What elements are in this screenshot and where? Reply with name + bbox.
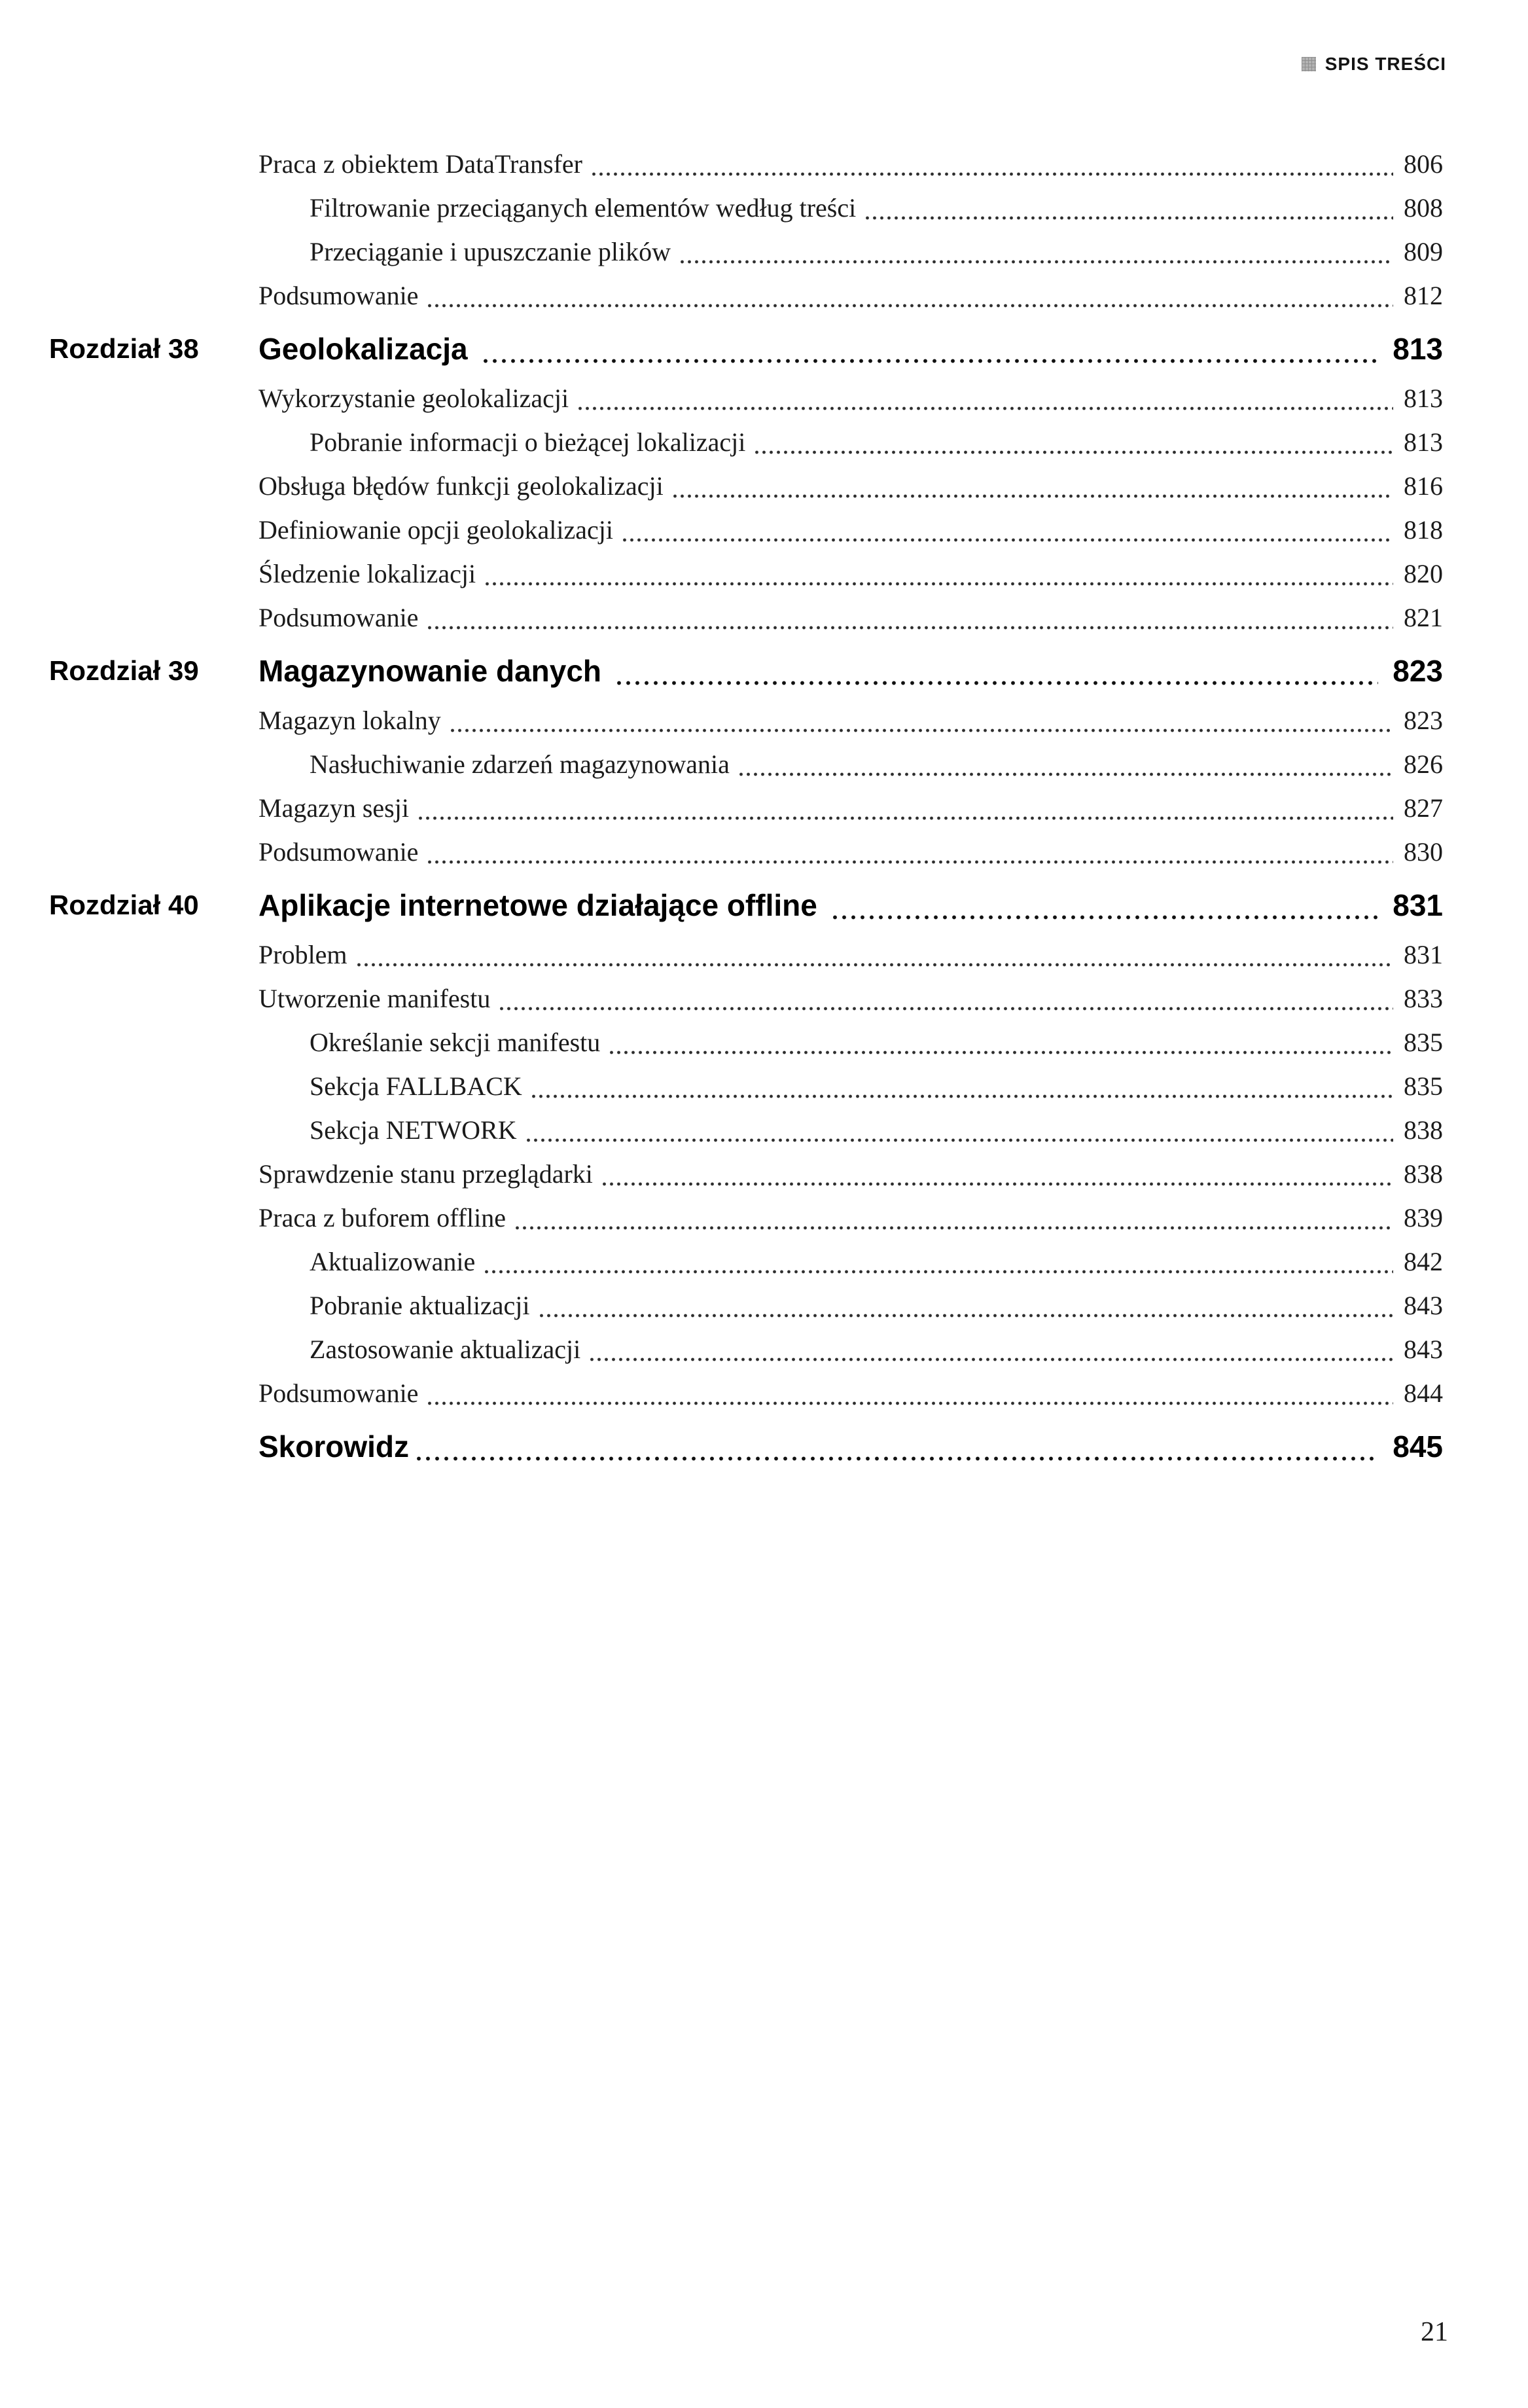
toc-entry [258, 193, 1443, 223]
toc-entry-label: Sprawdzenie stanu przeglądarki [258, 1159, 593, 1189]
toc-entry [258, 603, 1443, 633]
toc-entry [258, 1071, 1443, 1102]
toc-chapter [49, 653, 1443, 689]
dot-leader [483, 1269, 1393, 1274]
toc-entry-label: Podsumowanie [258, 602, 419, 632]
dot-leader [614, 680, 1378, 686]
dot-leader [525, 1138, 1393, 1143]
toc-entry [258, 281, 1443, 311]
toc-entry-label: Praca z buforem offline [258, 1202, 506, 1232]
dot-leader [426, 1401, 1393, 1406]
toc-chapter [49, 332, 1443, 367]
dot-leader [753, 450, 1393, 455]
chapter-title: Magazynowanie danych [258, 653, 602, 688]
chapter-page: 831 [1393, 888, 1443, 922]
toc-entry-page: 838 [1404, 1159, 1443, 1189]
toc-entry [258, 749, 1443, 780]
toc-entry-label: Aktualizowanie [310, 1246, 476, 1276]
dot-leader [538, 1313, 1393, 1318]
toc-entry-page: 818 [1404, 514, 1443, 545]
toc-index-entry [258, 1429, 1443, 1464]
toc-entry-page: 839 [1404, 1202, 1443, 1232]
toc-entry [258, 793, 1443, 823]
chapter-page: 813 [1393, 332, 1443, 366]
toc-entry-page: 843 [1404, 1290, 1443, 1320]
toc-entry-label: Podsumowanie [258, 836, 419, 867]
toc-entry-page: 816 [1404, 471, 1443, 501]
toc-entry [258, 427, 1443, 458]
chapter-title: Aplikacje internetowe działające offline [258, 888, 817, 922]
dot-leader [414, 1456, 1378, 1462]
toc-entry-label: Pobranie aktualizacji [310, 1290, 530, 1320]
toc-entry [258, 559, 1443, 589]
index-title: Skorowidz [258, 1429, 410, 1464]
dot-leader [588, 1357, 1393, 1362]
dot-leader [426, 625, 1393, 630]
toc-entry-page: 821 [1404, 602, 1443, 632]
toc-entry-page: 808 [1404, 193, 1443, 223]
dot-leader [679, 259, 1393, 264]
dot-leader [737, 772, 1393, 777]
toc-entry-page: 843 [1404, 1334, 1443, 1364]
dot-leader [601, 1181, 1393, 1187]
dot-leader [830, 914, 1378, 920]
toc-entry-label: Definiowanie opcji geolokalizacji [258, 514, 614, 545]
toc-entry [258, 149, 1443, 179]
toc-entry-page: 833 [1404, 983, 1443, 1013]
toc-entry-label: Określanie sekcji manifestu [310, 1027, 601, 1057]
dot-leader [426, 859, 1393, 865]
toc-entry-label: Magazyn sesji [258, 793, 409, 823]
toc-entry-label: Magazyn lokalny [258, 705, 441, 735]
toc-entry-label: Zastosowanie aktualizacji [310, 1334, 581, 1364]
toc-entry-page: 831 [1404, 939, 1443, 969]
dot-leader [514, 1225, 1393, 1231]
toc-entry-label: Obsługa błędów funkcji geolokalizacji [258, 471, 664, 501]
dot-leader [864, 215, 1393, 221]
dot-leader [608, 1050, 1393, 1055]
page-number: 21 [1421, 2317, 1448, 2347]
toc-entry-label: Przeciąganie i upuszczanie plików [310, 237, 671, 266]
section-marker-icon [1302, 57, 1316, 71]
page-header [1302, 54, 1446, 75]
toc-entry-page: 844 [1404, 1378, 1443, 1408]
toc-entry [258, 1203, 1443, 1233]
toc-entry-page: 820 [1404, 558, 1443, 588]
running-header-title: SPIS TREŚCI [1324, 54, 1446, 74]
index-page: 845 [1393, 1429, 1443, 1464]
toc-entry [258, 1378, 1443, 1409]
toc-entry-label: Pobranie informacji o bieżącej lokalizacji [310, 427, 746, 457]
dot-leader [484, 581, 1393, 586]
toc-chapter [49, 888, 1443, 923]
toc-entry [258, 1115, 1443, 1145]
dot-leader [577, 406, 1393, 411]
toc-entry [258, 1028, 1443, 1058]
toc-entry-label: Sekcja FALLBACK [310, 1071, 522, 1101]
toc-entry-label: Sekcja NETWORK [310, 1115, 517, 1145]
toc-entry [258, 1159, 1443, 1189]
dot-leader [498, 1006, 1393, 1011]
dot-leader [481, 358, 1379, 364]
toc-entry-label: Podsumowanie [258, 281, 419, 310]
toc-entry [258, 1291, 1443, 1321]
toc-entry-page: 806 [1404, 149, 1443, 179]
chapter-number-label: Rozdział 38 [49, 333, 199, 364]
dot-leader [449, 728, 1393, 733]
toc-entry-page: 823 [1404, 705, 1443, 735]
chapter-title: Geolokalizacja [258, 332, 468, 366]
toc-entry-page: 809 [1404, 237, 1443, 266]
toc-entry-label: Utworzenie manifestu [258, 983, 491, 1013]
toc-entry [258, 384, 1443, 414]
toc-entry-page: 842 [1404, 1246, 1443, 1276]
dot-leader [355, 962, 1393, 967]
toc-entry-page: 813 [1404, 427, 1443, 457]
toc-entry [258, 940, 1443, 970]
toc-entry-label: Filtrowanie przeciąganych elementów według treści [310, 193, 857, 223]
toc-entry-label: Wykorzystanie geolokalizacji [258, 383, 569, 413]
chapter-page: 823 [1393, 653, 1443, 688]
toc-entry [258, 837, 1443, 867]
toc-entry [258, 515, 1443, 545]
toc-entry-label: Podsumowanie [258, 1378, 419, 1408]
toc-entry [258, 237, 1443, 267]
toc-entry [258, 1247, 1443, 1277]
toc-entry-page: 813 [1404, 383, 1443, 413]
dot-leader [426, 303, 1393, 308]
toc-entry [258, 984, 1443, 1014]
toc-entry [258, 471, 1443, 501]
toc-entry-page: 838 [1404, 1115, 1443, 1145]
toc-entry-label: Nasłuchiwanie zdarzeń magazynowania [310, 749, 730, 779]
toc-entry-page: 826 [1404, 749, 1443, 779]
dot-leader [621, 537, 1393, 543]
toc-entry-page: 812 [1404, 281, 1443, 310]
dot-leader [671, 494, 1393, 499]
toc-entry-label: Praca z obiektem DataTransfer [258, 149, 582, 179]
chapter-number-label: Rozdział 40 [49, 889, 199, 920]
toc-entry [258, 1335, 1443, 1365]
toc-entry-page: 830 [1404, 836, 1443, 867]
dot-leader [417, 816, 1393, 821]
toc-entry-page: 835 [1404, 1071, 1443, 1101]
table-of-contents [49, 149, 1443, 1481]
toc-entry-label: Problem [258, 939, 347, 969]
toc-entry-page: 835 [1404, 1027, 1443, 1057]
dot-leader [590, 171, 1393, 177]
dot-leader [530, 1094, 1393, 1099]
toc-entry [258, 706, 1443, 736]
chapter-number-label: Rozdział 39 [49, 655, 199, 686]
toc-entry-label: Śledzenie lokalizacji [258, 558, 476, 588]
toc-entry-page: 827 [1404, 793, 1443, 823]
